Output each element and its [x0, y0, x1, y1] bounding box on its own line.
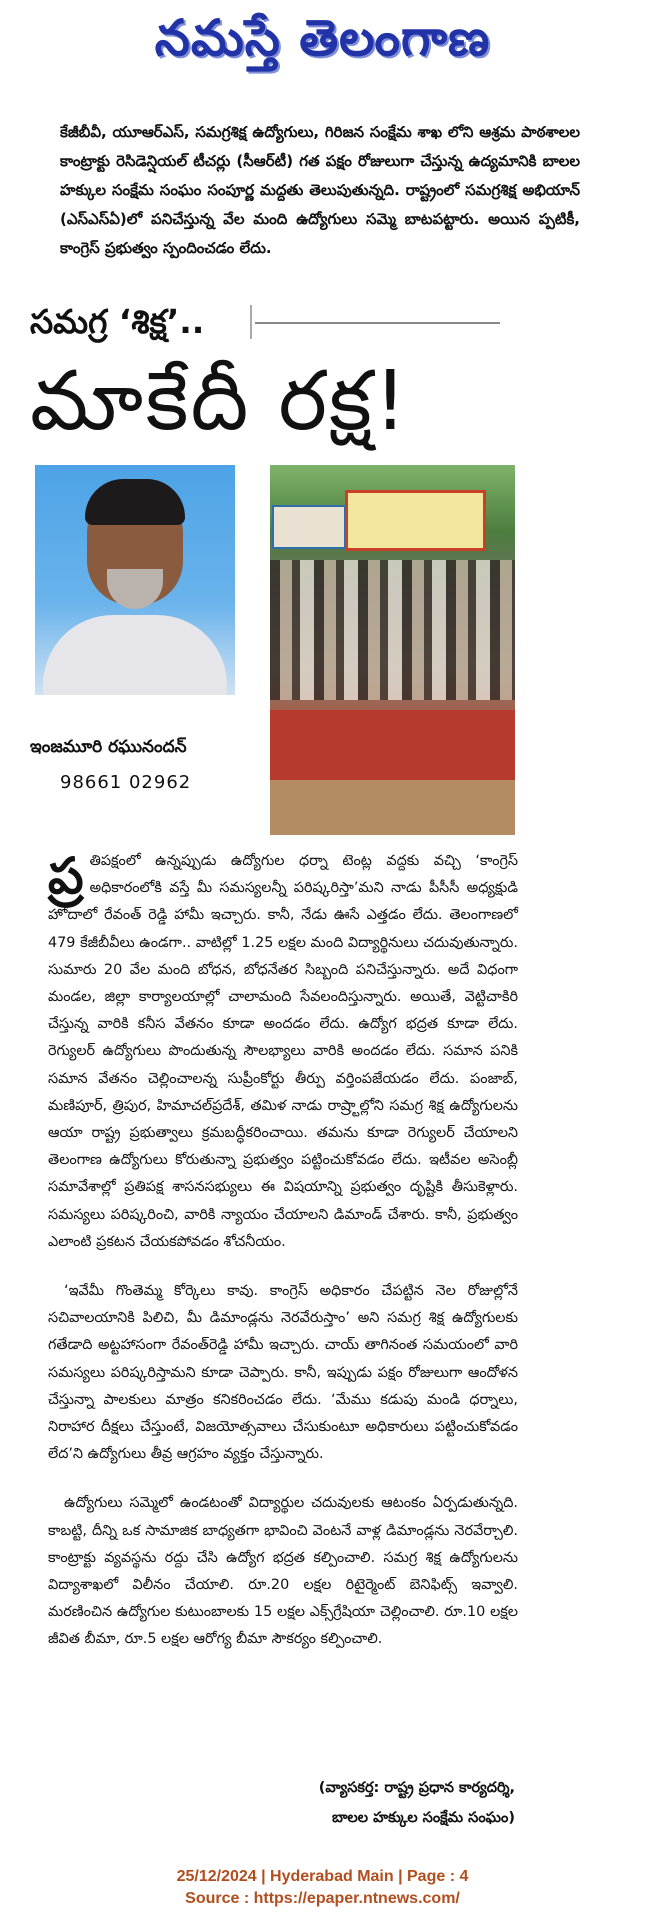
drop-cap: ప్ర — [48, 847, 84, 905]
kicker-divider — [250, 305, 252, 339]
article-body — [48, 848, 518, 1676]
author-photo — [35, 465, 235, 695]
headline: మాకేదీ రక్ష! — [30, 354, 409, 449]
author-name: ఇంజమూరి రఘునందన్ — [30, 737, 187, 757]
page-footer — [0, 1866, 645, 1910]
author-byline — [240, 1773, 515, 1833]
newspaper-masthead — [0, 0, 645, 90]
kicker-title: సమగ్ర ‘శిక్ష’.. — [30, 302, 205, 341]
footer-date-edition: 25/12/2024 | Hyderabad Main | Page : 4 — [176, 1868, 469, 1885]
article-paragraph-3: ఉద్యోగులు సమ్మెలో ఉండటంతో విద్యార్థుల చదువులకు ఆటంకం ఏర్పడుతున్నది. కాబట్టి, దీన్ని ఒక సామాజిక బాధ్యతగా భావించి వెంటనే వాళ్ల డిమాండ్లను నెరవేర్చాలి. కాంట్రాక్టు వ్యవస్థను రద్దు చేసి ఉద్యోగ భద్రత కల్పించాలి. సమగ్ర శిక్ష ఉద్యోగులను విద్యాశాఖలో విలీనం చేయాలి. రూ.20 లక్షల రిటైర్మెంట్ బెనిఫిట్స్ ఇవ్వాలి. మరణించిన ఉద్యోగుల కుటుంబాలకు 15 లక్షల ఎక్స్‌గ్రేషియా చెల్లించాలి. రూ.10 లక్షల జీవిత బీమా, రూ.5 లక్షల ఆరోగ్య బీమా సౌకర్యం కల్పించాలి. — [48, 1495, 518, 1648]
intro-paragraph: కేజీబీవీ, యూఆర్ఎస్, సమగ్రశిక్ష ఉద్యోగులు, గిరిజన సంక్షేమ శాఖ లోని ఆశ్రమ పాఠశాలల కాంట్రాక్టు రెసిడెన్షియల్ టీచర్లు (సీఆర్‌టీ) గత పక్షం రోజులుగా చేస్తున్న ఉద్యమానికి బాలల హక్కుల సంక్షేమ సంఘం సంపూర్ణ మద్దతు తెలుపుతున్నది. రాష్ట్రంలో సమగ్రశిక్ష అభియాన్ (ఎస్ఎస్ఏ)లో పనిచేస్తున్న వేల మంది ఉద్యోగులు సమ్మె బాటపట్టారు. అయిన ప్పటికీ, కాంగ్రెస్ ప్రభుత్వం స్పందించడం లేదు. — [60, 123, 580, 257]
author-phone: 98661 02962 — [60, 772, 192, 793]
protest-photo — [270, 465, 515, 835]
masthead-title: నమస్తే తెలంగాణ — [154, 8, 491, 67]
byline-line-2: బాలల హక్కుల సంక్షేమ సంఘం) — [331, 1810, 515, 1826]
article-paragraph-2: ‘ఇవేమీ గొంతెమ్మ కోర్కెలు కావు. కాంగ్రెస్ అధికారం చేపట్టిన నెల రోజుల్లోనే సచివాలయానికి పిలిచి, మీ డిమాండ్లను నెరవేరుస్తాం’ అని సమగ్ర శిక్ష ఉద్యోగులకు గతేడాది అట్టహాసంగా రేవంత్‌రెడ్డి హామీ ఇచ్చారు. చాయ్ తాగినంత సమయంలో వారి సమస్యలు పరిష్కరిస్తామని కూడా చెప్పారు. కానీ, ఇప్పుడు పక్షం రోజులుగా ఆందోళన చేస్తున్నా పాలకులు మాత్రం కనికరించడం లేదు. ‘మేము కడుపు మండి ధర్నాలు, నిరాహార దీక్షలు చేస్తుంటే, విజయోత్సవాలు చేసుకుంటూ అధికారులు పట్టించుకోవడం లేద’ని ఉద్యోగులు తీవ్ర ఆగ్రహం వ్యక్తం చేస్తున్నారు. — [48, 1283, 518, 1463]
article-paragraph-1 — [48, 848, 518, 1256]
byline-line-1: (వ్యాసకర్త: రాష్ట్ర ప్రధాన కార్యదర్శి, — [318, 1780, 515, 1796]
footer-source[interactable]: Source : https://epaper.ntnews.com/ — [185, 1890, 460, 1907]
paragraph-1-text: తిపక్షంలో ఉన్నప్పుడు ఉద్యోగుల ధర్నా టెంట్ల వద్దకు వచ్చి ‘కాంగ్రెస్ అధికారంలోకి వస్తే మీ సమస్యలన్నీ పరిష్కరిస్తా’మని నాడు పీసీసీ అధ్యక్షుడి హోదాలో రేవంత్ రెడ్డి హామీ ఇచ్చారు. కానీ, నేడు ఊసే ఎత్తడం లేదు. తెలంగాణలో 479 కేజీబీవీలు ఉండగా.. వాటిల్లో 1.25 లక్షల మంది విద్యార్థినులు చదువుతున్నారు. సుమారు 20 వేల మంది బోధన, బోధనేతర సిబ్బంది పనిచేస్తున్నారు. అదే విధంగా మండల, జిల్లా కార్యాలయాల్లో చాలామంది సేవలందిస్తున్నారు. అయితే, వెట్టిచాకిరి చేస్తున్న వారికి కనీస వేతనం కూడా అందడం లేదు. ఉద్యోగ భద్రత కూడా లేదు. రెగ్యులర్ ఉద్యోగులు పొందుతున్న సౌలభ్యాలు వారికి అందడం లేదు. సమాన పనికి సమాన వేతనం చెల్లించాలన్న సుప్రీంకోర్టు తీర్పు వర్తింపజేయడం లేదు. పంజాబ్, మణిపూర్, త్రిపుర, హిమాచల్‌ప్రదేశ్, తమిళ నాడు రాష్ర్టాల్లోని సమగ్ర శిక్ష ఉద్యోగులను ఆయా రాష్ట్ర ప్రభుత్వాలు క్రమబద్ధీకరించాయి. తమను కూడా రెగ్యులర్ చేయాలని తెలంగాణ ఉద్యోగులు కోరుతున్నా ప్రభుత్వం పట్టించుకోవడం లేదు. ఇటీవల అసెంబ్లీ సమావేశాల్లో ప్రతిపక్ష శాసనసభ్యులు ఈ విషయాన్ని ప్రభుత్వం దృష్టికి తీసుకెళ్లారు. సమస్యలు పరిష్కరించి, వారికి న్యాయం చేయాలని డిమాండ్ చేశారు. కానీ, ప్రభుత్వం ఎలాంటి ప్రకటన చేయకపోవడం శోచనీయం. — [48, 853, 518, 1250]
kicker-rule — [255, 322, 500, 324]
